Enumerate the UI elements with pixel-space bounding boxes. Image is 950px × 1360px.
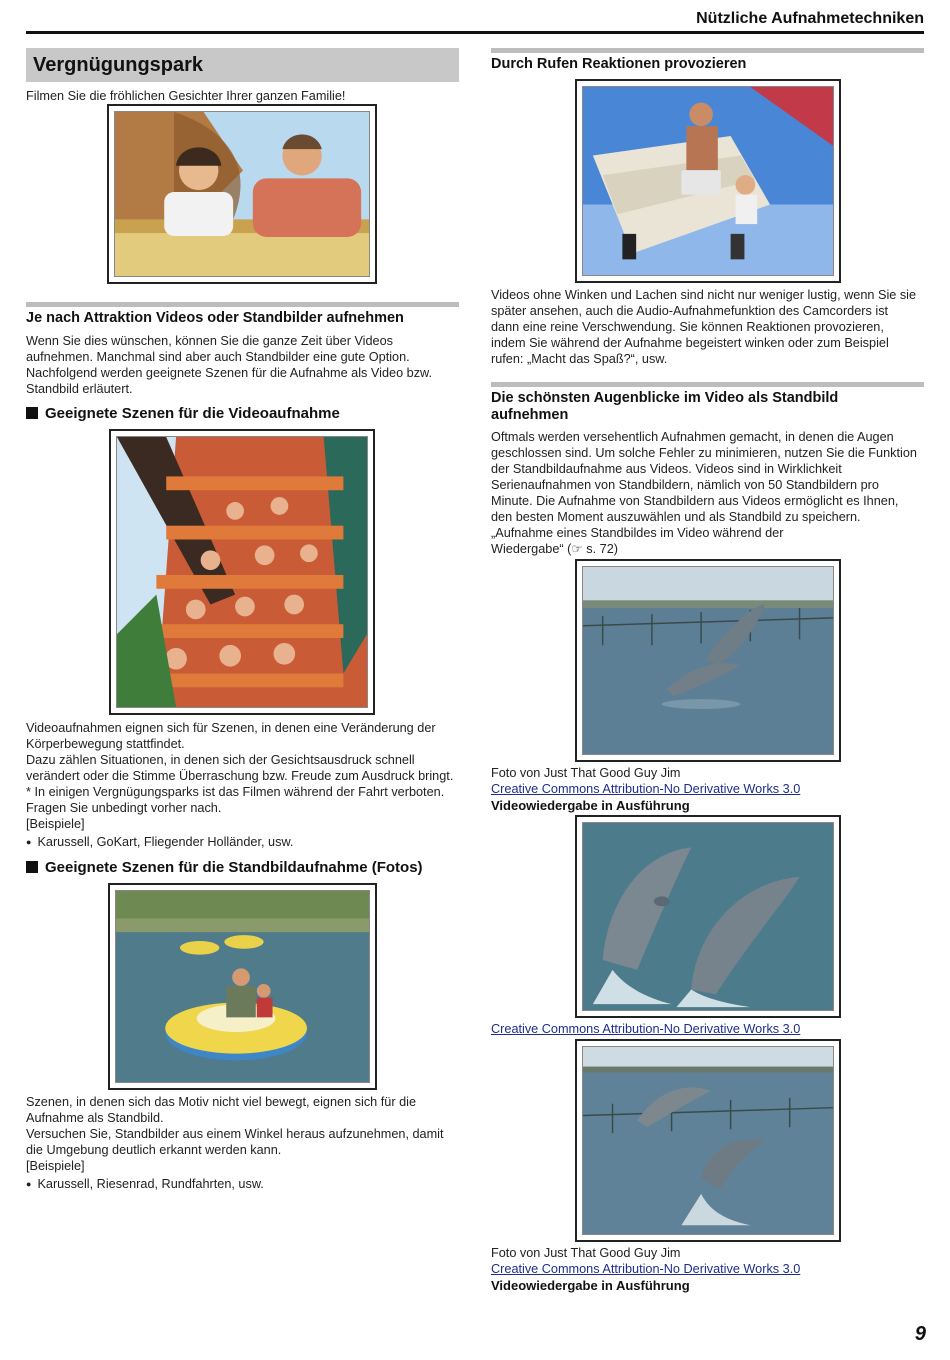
- text-line: Dazu zählen Situationen, in denen sich der Gesichtsausdruck schnell: [26, 753, 415, 767]
- text-line: Nachfolgend werden geeignete Szenen für die Aufnahme als Video bzw.: [26, 366, 433, 380]
- square-bullet-icon: [26, 407, 38, 419]
- header-title: Nützliche Aufnahmetechniken: [696, 10, 924, 27]
- page-number: 9: [914, 1323, 926, 1345]
- heading-video-scenes: [26, 405, 459, 422]
- photo-examples-bullet: ● Karussell, Riesenrad, Rundfahrten, usw.: [26, 1177, 264, 1191]
- text-line: verändert oder die Stimme Überraschung bzw. Freude zum Ausdruck bringt.: [26, 769, 454, 783]
- heading-photo-scenes: [26, 859, 459, 876]
- text-line: Videoaufnahmen eignen sich für Szenen, in denen eine Veränderung der: [26, 721, 436, 735]
- text-line: Minute. Die Aufnahme von Standbildern aus Videos ermöglicht es Ihnen,: [491, 494, 899, 508]
- text-line: Aufnahme als Standbild.: [26, 1111, 164, 1125]
- section-text-attraktion: [26, 333, 459, 397]
- photo-bumper-boat: [108, 883, 377, 1090]
- photo-credit: Foto von Just That Good Guy Jim: [491, 1246, 681, 1260]
- text-line: Videos ohne Winken und Lachen sind nicht nur weniger lustig, wenn Sie sie: [491, 288, 917, 302]
- section-title-attraktion: Je nach Attraktion Videos oder Standbilder aufnehmen: [26, 310, 404, 326]
- text-line: rufen: „Macht das Spaß?“, usw.: [491, 352, 668, 366]
- text-line: Versuchen Sie, Standbilder aus einem Winkel heraus aufzunehmen, damit: [26, 1127, 444, 1141]
- text-line: geschlossen sind. Um solche Fehler zu minimieren, nutzen Sie die Funktion: [491, 446, 917, 460]
- text-line: [Beispiele]: [26, 817, 85, 831]
- photo-swing-ride: [575, 79, 841, 283]
- text-line: Szenen, in denen sich das Motiv nicht viel bewegt, eignen sich für die: [26, 1095, 417, 1109]
- family-ride-image: [115, 112, 369, 276]
- text-line: Körperbewegung stattfindet.: [26, 737, 185, 751]
- section-banner: [26, 48, 459, 82]
- text-line: Serienaufnahmen von Standbildern, nämlich von 50 Standbildern pro: [491, 478, 879, 492]
- text-line: später ansehen, auch die Audio-Aufnahmefunktion des Camcorders ist: [491, 304, 889, 318]
- text-line: Fragen Sie unbedingt vorher nach.: [26, 801, 222, 815]
- text-line: [Beispiele]: [26, 1159, 85, 1173]
- intro-text: Filmen Sie die fröhlichen Gesichter Ihrer ganzen Familie!: [26, 89, 346, 103]
- photo-caption: Videowiedergabe in Ausführung: [491, 1278, 690, 1293]
- section-title-line: Die schönsten Augenblicke im Video als Standbild: [491, 390, 839, 406]
- text-line: indem Sie während der Aufnahme begeistert winken oder zum Beispiel: [491, 336, 889, 350]
- section-title-line: aufnehmen: [491, 407, 569, 423]
- section-text-standbild: [491, 429, 924, 557]
- section-text-rufen: [491, 287, 924, 367]
- bumper-boat-image: [116, 891, 369, 1082]
- header-rule: [26, 31, 924, 34]
- page-reference[interactable]: Wiedergabe“ (☞ s. 72): [491, 542, 619, 556]
- square-bullet-icon: [26, 861, 38, 873]
- photo-ship-ride: [109, 429, 375, 715]
- heading-video-scenes-label: Geeignete Szenen für die Videoaufnahme: [45, 405, 340, 422]
- photo-dolphins-3: [575, 1039, 841, 1242]
- photo-dolphins-2: [575, 815, 841, 1018]
- heading-photo-scenes-label: Geeignete Szenen für die Standbildaufnahme (Fotos): [45, 859, 423, 876]
- swing-ride-image: [583, 87, 833, 275]
- video-examples-bullet: ● Karussell, GoKart, Fliegender Holländer, usw.: [26, 835, 293, 849]
- photo-dolphins-1: [575, 559, 841, 762]
- text-line: den besten Moment auszuwählen und als Standbild zu speichern.: [491, 510, 861, 524]
- section-rule: [491, 48, 924, 53]
- license-link[interactable]: Creative Commons Attribution-No Derivative Works 3.0: [491, 782, 801, 796]
- text-line: die Umgebung deutlich erkannt werden kann.: [26, 1143, 282, 1157]
- dolphins-image-2: [583, 823, 833, 1010]
- section-title-standbild: [491, 390, 924, 424]
- license-link[interactable]: Creative Commons Attribution-No Derivative Works 3.0: [491, 1022, 801, 1036]
- banner-title: Vergnügungspark: [33, 54, 204, 76]
- section-title-rufen: Durch Rufen Reaktionen provozieren: [491, 56, 747, 72]
- section-rule: [26, 302, 459, 307]
- text-line: Oftmals werden versehentlich Aufnahmen gemacht, in denen die Augen: [491, 430, 894, 444]
- text-line: Standbild erläutert.: [26, 382, 133, 396]
- license-link[interactable]: Creative Commons Attribution-No Derivative Works 3.0: [491, 1262, 801, 1276]
- photo-credit: Foto von Just That Good Guy Jim: [491, 766, 681, 780]
- text-line: Wenn Sie dies wünschen, können Sie die ganze Zeit über Videos: [26, 334, 394, 348]
- video-scenes-text: [26, 720, 459, 832]
- ship-ride-image: [117, 437, 367, 707]
- section-rule: [491, 382, 924, 387]
- photo-family-ride: [107, 104, 377, 284]
- dolphins-image-1: [583, 567, 833, 754]
- text-line: dann eine reine Verschwendung. Sie können Reaktionen provozieren,: [491, 320, 884, 334]
- text-line: * In einigen Vergnügungsparks ist das Filmen während der Fahrt verboten.: [26, 785, 445, 799]
- photo-scenes-text: [26, 1094, 459, 1174]
- text-line: „Aufnahme eines Standbildes im Video während der: [491, 526, 784, 540]
- photo-caption: Videowiedergabe in Ausführung: [491, 798, 690, 813]
- dolphins-image-3: [583, 1047, 833, 1234]
- text-line: aufnehmen. Manchmal sind aber auch Standbilder eine gute Option.: [26, 350, 410, 364]
- text-line: der Standbildaufnahme aus Videos. Videos sind in Wirklichkeit: [491, 462, 842, 476]
